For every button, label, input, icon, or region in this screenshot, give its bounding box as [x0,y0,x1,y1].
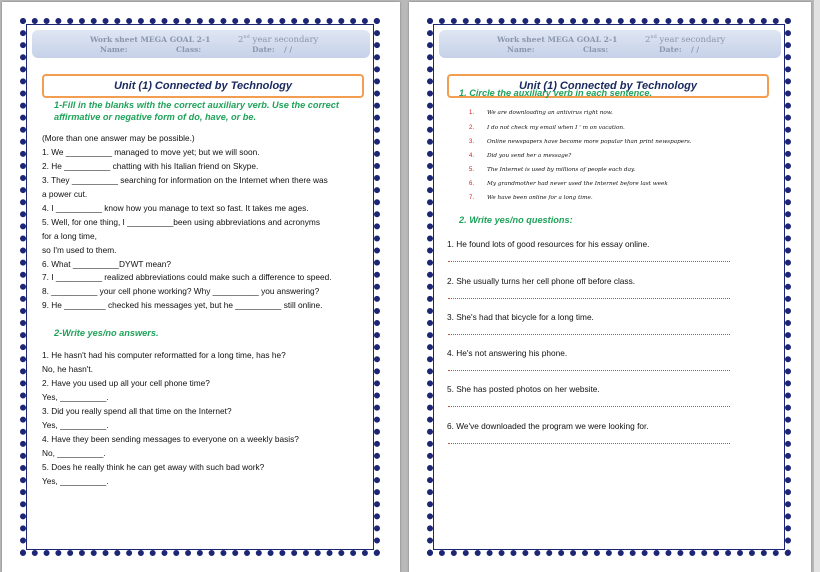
sentence-item: 2. I do not check my email when I ' m on vacation. [469,125,625,131]
answer-line: 5. Does he really think he can get away with such bad work? [42,462,265,472]
exercise-line: 9. He _________ checked his messages yet, but he __________ still online. [42,300,323,310]
date-label: Date: [659,45,682,54]
question-item: 2. She usually turns her cell phone off before class. [447,276,636,286]
answer-line: Yes, __________. [42,420,109,430]
section1-title-line2: affirmative or negative form of do, have, or be. [54,112,257,122]
question-item: 6. We've downloaded the program we were looking for. [447,421,649,431]
class-label: Class: [176,45,202,54]
exercise-line: a power cut. [42,189,88,199]
section2-title: 2-Write yes/no answers. [54,328,159,338]
answer-write-line [448,370,730,371]
exercise-line: 2. He __________ chatting with his Italian friend on Skype. [42,161,259,171]
unit-title: Unit (1) Connected by Technology [447,74,769,98]
section1-title-line1: 1-Fill in the blanks with the correct auxiliary verb. Use the correct [54,100,339,110]
sentence-item: 4. Did you send her a message? [469,153,572,159]
exercise-line: 5. Well, for one thing, I __________been using abbreviations and acronyms [42,217,320,227]
exercise-line: (More than one answer may be possible.) [42,133,195,143]
date-label: Date: [252,45,275,54]
grade-label: 2nd year secondary [645,34,726,45]
date-slashes: / / [691,45,700,54]
answer-line: Yes, __________. [42,392,109,402]
name-label: Name: [507,45,535,54]
answer-write-line [448,443,730,444]
answer-write-line [448,261,730,262]
sentence-item: 6. My grandmother had never used the Internet before last week [469,181,668,187]
sentence-item: 3. Online newspapers have become more popular than print newspapers. [469,139,692,145]
answer-line: 2. Have you used up all your cell phone time? [42,378,210,388]
exercise-line: 8. __________ your cell phone working? Why __________ you answering? [42,286,320,296]
answer-line: No, __________. [42,448,106,458]
name-label: Name: [100,45,128,54]
exercise-line: 7. I __________ realized abbreviations could make such a difference to speed. [42,272,332,282]
class-label: Class: [583,45,609,54]
grade-label: 2nd year secondary [238,34,319,45]
question-item: 3. She's had that bicycle for a long time. [447,312,594,322]
worksheet-title: Work sheet MEGA GOAL 2-1 [90,35,211,44]
section2-title: 2. Write yes/no questions: [459,215,573,225]
sentence-item: 1. We are downloading an antivirus right now. [469,110,613,116]
answer-write-line [448,298,730,299]
worksheet-page-left [2,2,400,572]
unit-title: Unit (1) Connected by Technology [42,74,364,98]
exercise-line: 4. I __________ know how you manage to text so fast. It takes me ages. [42,203,309,213]
sentence-item: 7. We have been online for a long time. [469,195,593,201]
exercise-line: for a long time, [42,231,97,241]
sentence-item: 5. The Internet is used by millions of people each day. [469,167,636,173]
worksheet-header [32,30,370,58]
vertical-scrollbar[interactable] [814,0,820,572]
exercise-line: 1. We __________ managed to move yet; but we will soon. [42,147,260,157]
worksheet-page-right [409,2,811,572]
worksheet-title: Work sheet MEGA GOAL 2-1 [497,35,618,44]
exercise-line: 6. What __________DYWT mean? [42,259,171,269]
answer-line: 4. Have they been sending messages to everyone on a weekly basis? [42,434,299,444]
exercise-line: so I'm used to them. [42,245,117,255]
answer-line: No, he hasn't. [42,364,93,374]
question-item: 1. He found lots of good resources for his essay online. [447,239,650,249]
page-inner-border [433,24,785,550]
answer-write-line [448,334,730,335]
answer-line: 1. He hasn't had his computer reformatted for a long time, has he? [42,350,286,360]
question-item: 5. She has posted photos on her website. [447,384,600,394]
answer-line: 3. Did you really spend all that time on the Internet? [42,406,232,416]
section1-title: 1. Circle the auxiliary verb in each sentence. [459,88,653,98]
date-slashes: / / [284,45,293,54]
answer-line: Yes, __________. [42,476,109,486]
worksheet-header [439,30,781,58]
exercise-line: 3. They __________ searching for information on the Internet when there was [42,175,328,185]
answer-write-line [448,406,730,407]
question-item: 4. He's not answering his phone. [447,348,568,358]
